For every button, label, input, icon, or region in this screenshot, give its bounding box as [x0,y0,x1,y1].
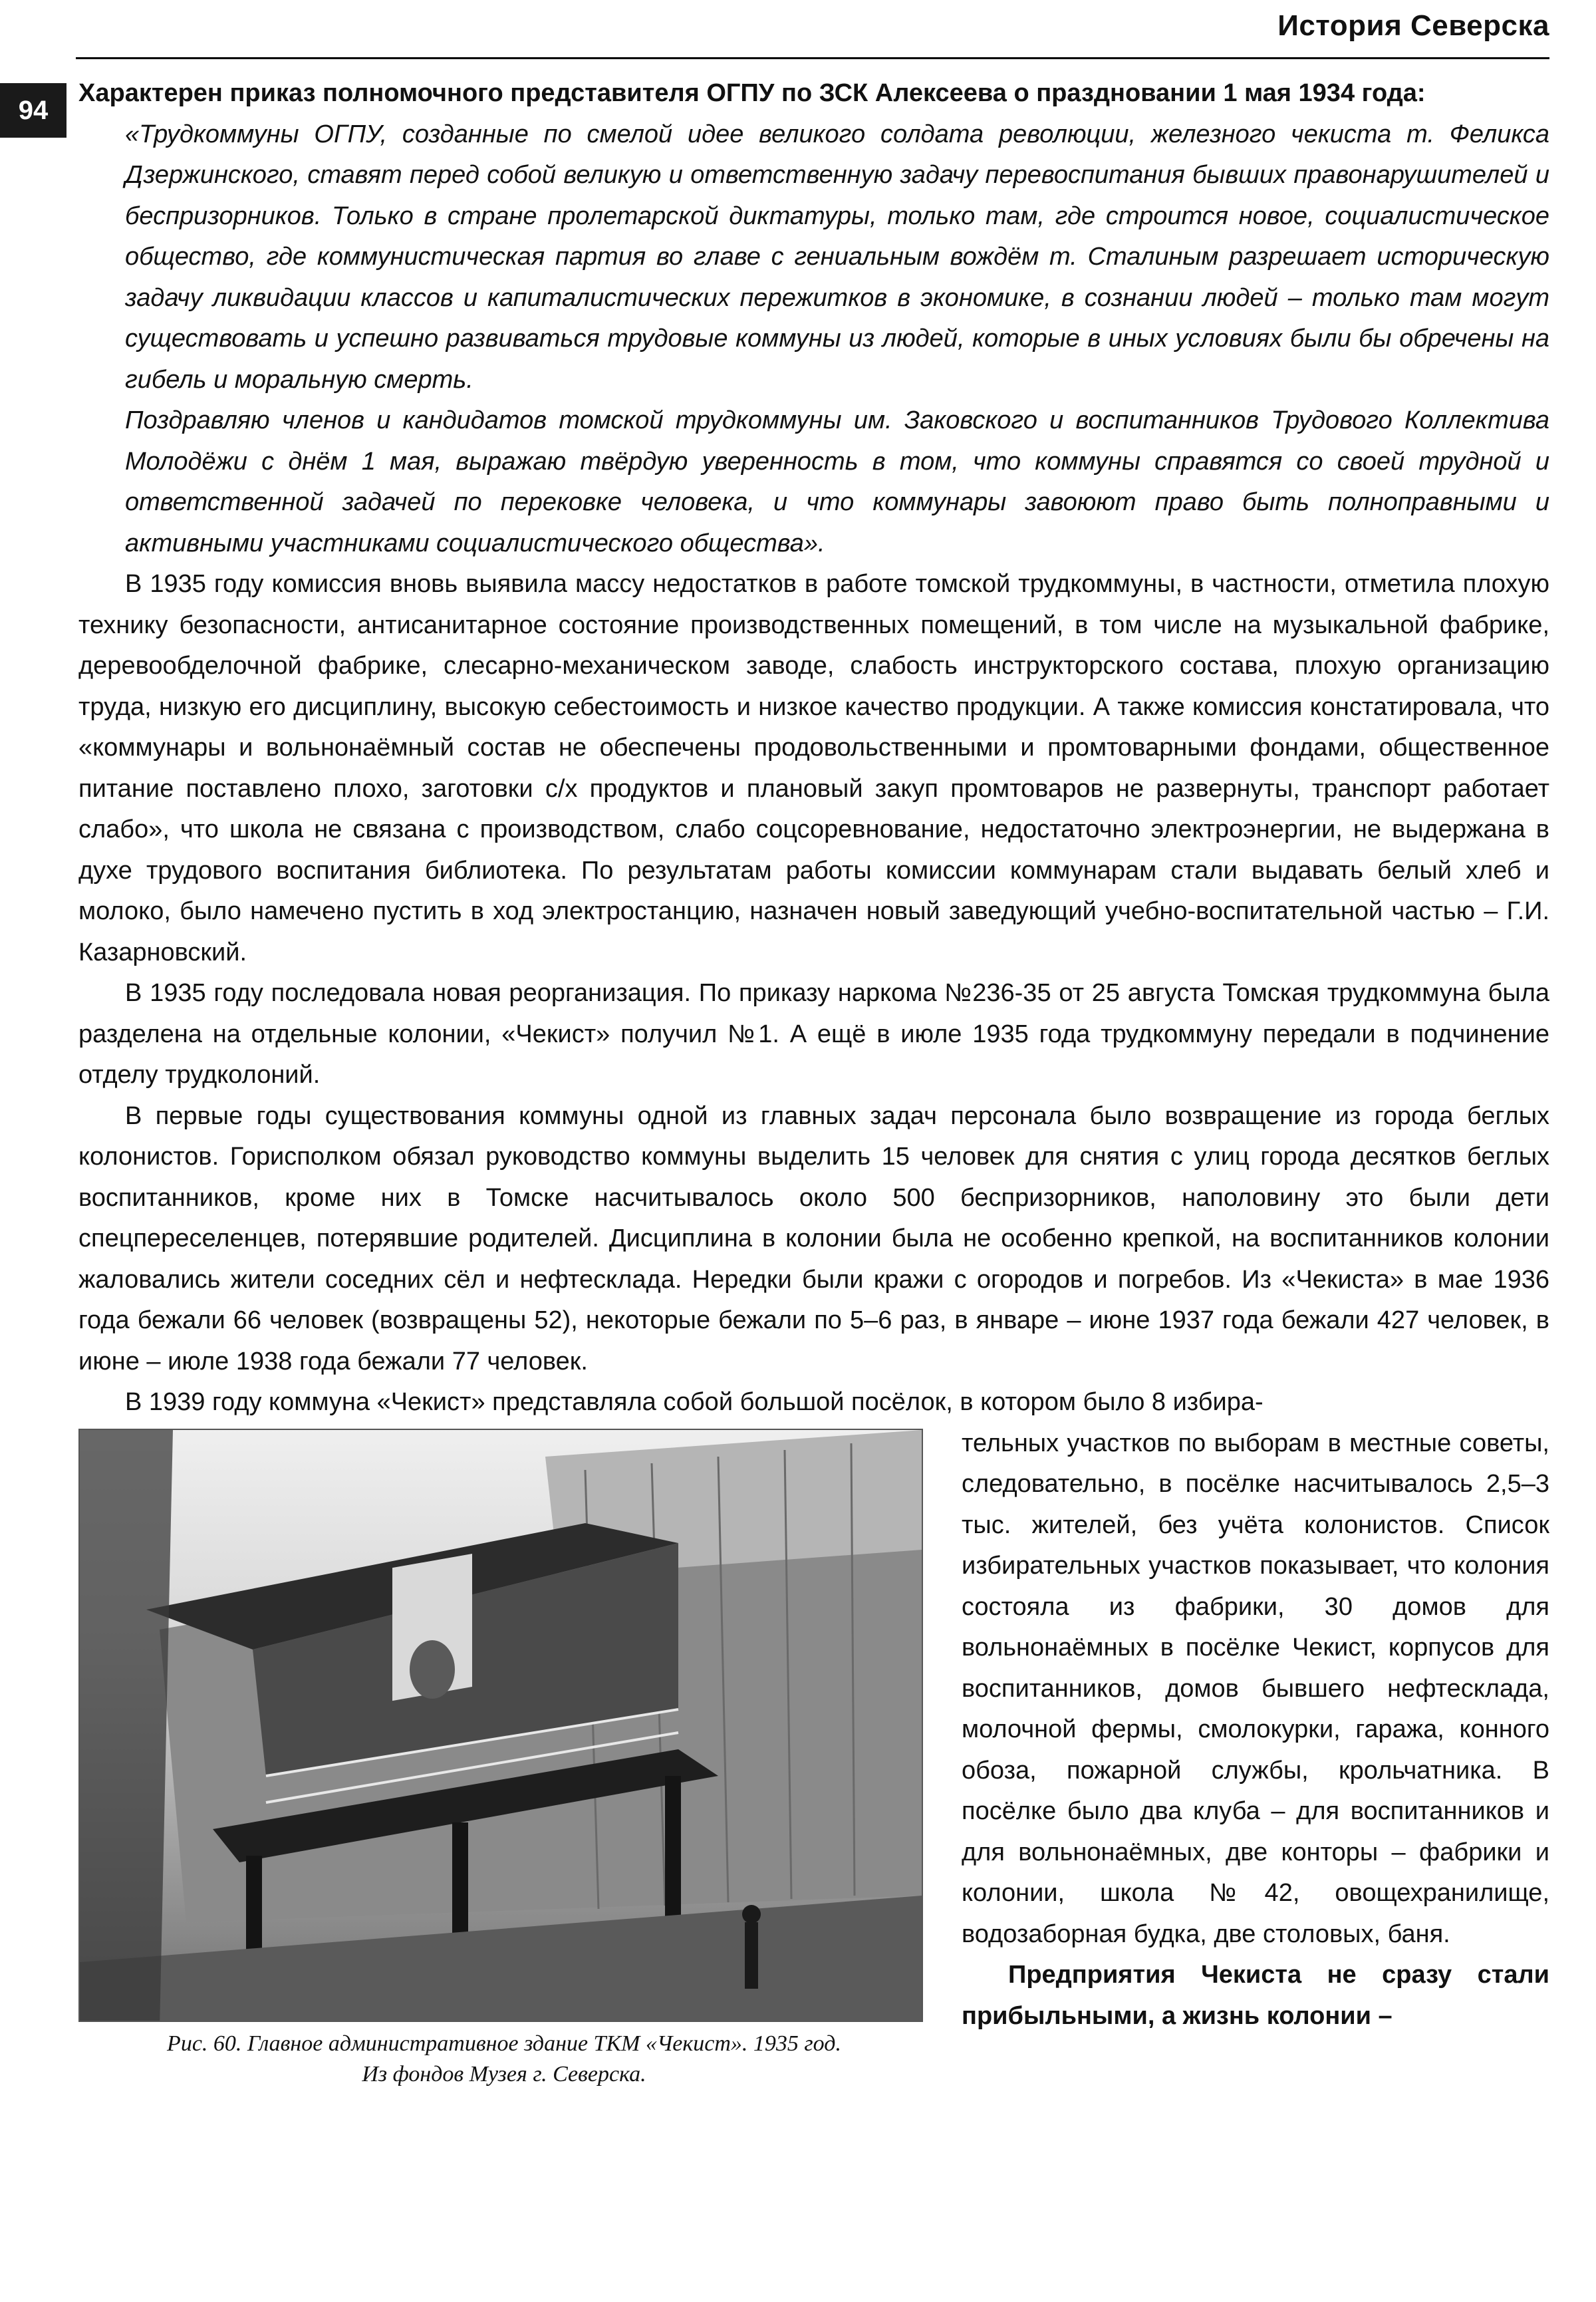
archival-photo [78,1429,923,2022]
body-paragraph-1939-continued: тельных участков по выборам в местные советы, следовательно, в посёлке насчитывалось 2,5–3 тыс. жителей, без учёта колонистов. Список избирательных участков показывает, что колония состояла из фабрики, 30 домов для вольнонаёмных в посёлке Чекист, корпусов для воспитанников, домов бывшего нефтесклада, молочной фермы, смолокурки, гаража, конного обоза, пожарной службы, крольчатника. В посёлке было два клуба – для воспитанников и для вольнонаёмных, две конторы – фабрики и колонии, школа №42, овощехранилище, водозаборная будка, две столовых, баня. [962,1429,1549,1948]
page-number: 94 [0,83,66,138]
figure-60 [78,1429,930,2090]
body-paragraph-reorganization: В 1935 году последовала новая реорганизация. По приказу наркома №236-35 от 25 августа Томская трудкоммуна была разделена на отдельные колонии, «Чекист» получил №1. А ещё в июле 1935 года трудкоммуну передали в подчинение отделу трудколоний. [78,979,1549,1089]
body-paragraph-enterprises: Предприятия Чекиста не сразу стали прибыльными, а жизнь колонии – [962,1961,1549,2030]
quote-paragraph-1: «Трудкоммуны ОГПУ, созданные по смелой идее великого солдата революции, железного чекиста т. Феликса Дзержинского, ставят перед собой великую и ответственную задачу перевоспитания бывших правонарушителей и беспризорников. Только в стране пролетарской диктатуры, только там, где строится новое, социалистическое общество, где коммунистическая партия во главе с гениальным вождём т. Сталиным разрешает историческую задачу ликвидации классов и капиталистических пережитков в экономике, в сознании людей – только там могут существовать и успешно развиваться трудовые коммуны из людей, которые в иных условиях были бы обречены на гибель и моральную смерть. [125,120,1549,394]
header-rule [76,57,1549,59]
body-paragraph-runaways: В первые годы существования коммуны одной из главных задач персонала было возвращение из города беглых колонистов. Горисполком обязал руководство коммуны выделить 15 человек для снятия с улиц города десятков беглых воспитанников, кроме них в Томске насчитывалось около 500 беспризорников, наполовину это были дети спецпереселенцев, потерявшие родителей. Дисциплина в колонии была не особенно крепкой, на воспитанников колонии жаловались жители соседних сёл и нефтесклада. Нередки были кражи с огородов и погребов. Из «Чекиста» в мае 1936 года бежали 66 человек (возвращены 52), некоторые бежали по 5–6 раз, в январе – июне 1937 года бежали 427 человек, в июне – июле 1938 года бежали 77 человек. [78,1101,1549,1375]
quote-paragraph-2: Поздравляю членов и кандидатов томской трудкоммуны им. Заковского и воспитанников Трудового Коллектива Молодёжи с днём 1 мая, выражаю твёрдую уверенность в том, что коммуны справятся со своей трудной и ответственной задачей по перековке человека, и что коммунары завоюют право быть полноправными и активными участниками социалистического общества». [125,406,1549,557]
body-paragraph-commission: В 1935 году комиссия вновь выявила массу недостатков в работе томской трудкоммуны, в частности, отметила плохую технику безопасности, антисанитарное состояние производственных помещений, в том числе на музыкальной фабрике, деревообделочной фабрике, слесарно-механическом заводе, слабость инструкторского состава, плохую организацию труда, низкую его дисциплину, высокую себестоимость и низкое качество продукции. А также комиссия констатировала, что «коммунары и вольнонаёмный состав не обеспечены продовольственными и промтоварными фондами, общественное питание поставлено плохо, заготовки с/х продуктов и плановый закуп промтоваров не развернуты, транспорт работает слабо», что школа не связана с производством, слабо соцсоревнование, недостаточно электроэнергии, не выдержана в духе трудового воспитания библиотека. По результатам работы комиссии коммунарам стали выдавать белый хлеб и молоко, было намечено пустить в ход электростанцию, назначен новый заведующий учебно-воспитательной частью – Г.И. Казарновский. [78,570,1549,966]
building-illustration [80,1430,922,2021]
figure-caption [78,2029,930,2090]
page-body [78,73,1549,2289]
caption-line-1: Рис. 60. Главное административное здание ТКМ «Чекист». 1935 год. [167,2031,841,2056]
running-title: История Северска [1277,9,1549,42]
caption-line-2: Из фондов Музея г. Северска. [362,2061,646,2086]
intro-paragraph: Характерен приказ полномочного представителя ОГПУ по ЗСК Алексеева о праздновании 1 мая 1934 года: [78,79,1426,107]
body-paragraph-1939-start: В 1939 году коммуна «Чекист» представляла собой большой посёлок, в котором было 8 избира- [125,1388,1264,1416]
